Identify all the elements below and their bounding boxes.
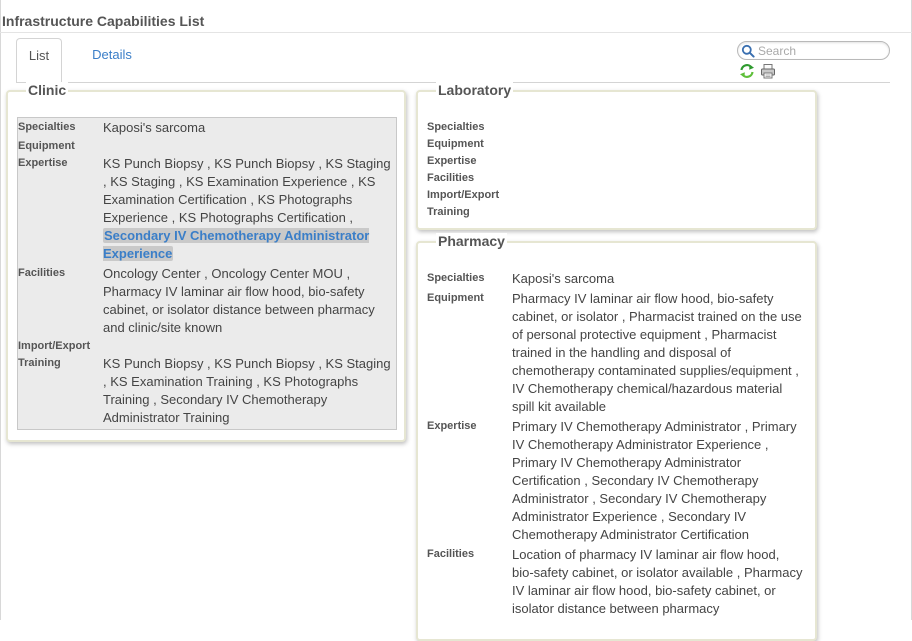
- tab-list[interactable]: List: [16, 38, 62, 83]
- facilities-label: Facilities: [427, 172, 475, 184]
- specialties-label: Specialties: [18, 121, 76, 133]
- specialties-label: Specialties: [427, 272, 485, 284]
- clinic-expertise-highlight[interactable]: Secondary IV Chemotherapy Administrator Experience: [103, 228, 370, 261]
- laboratory-row-expertise: [427, 153, 807, 170]
- title-divider: [0, 32, 912, 33]
- equipment-label: Equipment: [427, 138, 484, 150]
- clinic-import-export-value: [103, 338, 393, 355]
- pharmacy-capabilities-table: [427, 270, 807, 618]
- search-icon[interactable]: [741, 44, 755, 58]
- laboratory-row-specialties: [427, 119, 807, 136]
- laboratory-row-facilities: [427, 170, 807, 187]
- training-label: Training: [18, 357, 61, 369]
- equipment-label: Equipment: [427, 292, 484, 304]
- laboratory-row-training: [427, 204, 807, 221]
- clinic-specialties-value: Kaposi's sarcoma: [103, 120, 206, 135]
- pharmacy-expertise-value: Primary IV Chemotherapy Administrator , Primary IV Chemotherapy Administrator Experience , Primary IV Chemotherapy Administrator Certification , Secondary IV Chemotherapy Administrator , Secondary IV Chemotherapy Administrator Experience , Secondary IV Chemotherapy Administrator Certification: [512, 419, 797, 542]
- import-export-label: Import/Export: [18, 340, 91, 352]
- tab-details[interactable]: Details: [92, 47, 132, 62]
- facilities-label: Facilities: [427, 548, 475, 560]
- equipment-label: Equipment: [18, 140, 75, 152]
- clinic-row-facilities: [18, 265, 396, 337]
- clinic-title: Clinic: [28, 82, 67, 98]
- expertise-label: Expertise: [18, 157, 68, 169]
- clinic-panel: [6, 82, 406, 442]
- clinic-facilities-value: Oncology Center , Oncology Center MOU , Pharmacy IV laminar air flow hood, bio-safety cabinet, or isolator distance between pharmacy and clinic/site known: [103, 266, 375, 335]
- expertise-label: Expertise: [427, 420, 477, 432]
- clinic-row-expertise: [18, 155, 396, 263]
- clinic-row-specialties: [18, 118, 396, 137]
- clinic-row-equipment: [18, 138, 396, 155]
- page-title: Infrastructure Capabilities List: [2, 13, 205, 29]
- pharmacy-row-specialties: [427, 270, 807, 288]
- refresh-icon[interactable]: [739, 63, 755, 79]
- laboratory-row-equipment: [427, 136, 807, 153]
- facilities-label: Facilities: [18, 267, 66, 279]
- laboratory-title: Laboratory: [438, 82, 512, 98]
- laboratory-row-import-export: [427, 187, 807, 204]
- search-box: [737, 41, 890, 60]
- search-input[interactable]: [758, 43, 886, 58]
- clinic-expertise-cell: [103, 155, 393, 263]
- laboratory-capabilities-table: [427, 119, 807, 221]
- clinic-row-training: [18, 355, 396, 427]
- clinic-training-value: KS Punch Biopsy , KS Punch Biopsy , KS Staging , KS Examination Training , KS Photographs Training , Secondary IV Chemotherapy Administrator Training: [103, 356, 391, 425]
- print-icon[interactable]: [760, 63, 776, 79]
- pharmacy-row-facilities: [427, 546, 807, 618]
- import-export-label: Import/Export: [427, 189, 500, 201]
- clinic-equipment-value: [103, 138, 393, 155]
- pharmacy-equipment-value: Pharmacy IV laminar air flow hood, bio-safety cabinet, or isolator , Pharmacist trained on the use of personal protective equipment , Pharmacist trained in the handling and disposal of chemotherapy contaminated supplies/equipment , IV Chemotherapy chemical/hazardous material spill kit available: [512, 291, 802, 414]
- training-label: Training: [427, 206, 470, 218]
- clinic-row-import-export: [18, 338, 396, 355]
- laboratory-panel: [416, 82, 817, 230]
- pharmacy-specialties-value: Kaposi's sarcoma: [512, 271, 615, 286]
- pharmacy-row-equipment: [427, 290, 807, 416]
- pharmacy-panel: [416, 233, 817, 641]
- clinic-capabilities-table: [17, 117, 397, 430]
- pharmacy-title: Pharmacy: [438, 233, 505, 249]
- specialties-label: Specialties: [427, 121, 485, 133]
- clinic-expertise-value: KS Punch Biopsy , KS Punch Biopsy , KS Staging , KS Staging , KS Examination Experience , KS Examination Certification , KS Photographs Experience , KS Photographs Certification ,: [103, 156, 391, 225]
- expertise-label: Expertise: [427, 155, 477, 167]
- pharmacy-row-expertise: [427, 418, 807, 544]
- pharmacy-facilities-value: Location of pharmacy IV laminar air flow hood, bio-safety cabinet, or isolator available , Pharmacy IV laminar air flow hood, bio-safety cabinet, or isolator distance between pharmacy: [512, 547, 803, 616]
